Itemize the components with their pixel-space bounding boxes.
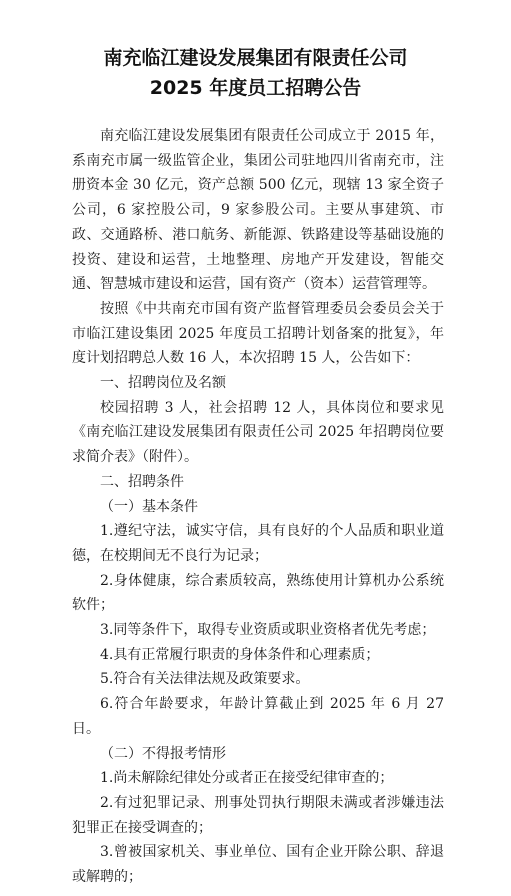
positions-paragraph: 校园招聘 3 人，社会招聘 12 人，具体岗位和要求见《南充临江建设发展集团有限责任公司 2025 年招聘岗位要求简介表》（附件）。	[72, 399, 444, 466]
section-heading-conditions: 二、招聘条件	[100, 473, 184, 490]
basic-condition-item: 4.具有正常履行职责的身体条件和心理素质；	[100, 646, 380, 663]
exclusion-item: 2.有过犯罪记录、刑事处罚执行期限未满或者涉嫌违法犯罪正在接受调查的；	[72, 794, 444, 836]
basic-condition-item: 2.身体健康，综合素质较高，熟练使用计算机办公系统软件；	[72, 572, 444, 614]
intro-paragraph: 南充临江建设发展集团有限责任公司成立于 2015 年，系南充市属一级监管企业，集团公司驻地四川省南充市，注册资本金 30 亿元，资产总额 500 亿元，现辖 13 家全资子公司，6 家控股公司，9 家参股公司。主要从事建筑、市政、交通路桥、港口航务、新能源、铁路建设等基础设施的投资、建设和运营，土地整理、房地产开发建设，智能交通、智慧城市建设和运营，国有资产（资本）运营管理等。	[72, 128, 444, 293]
document-body	[72, 124, 444, 890]
basic-condition-item: 5.符合有关法律法规及政策要求。	[100, 671, 310, 688]
section-heading-positions: 一、招聘岗位及名额	[100, 375, 226, 392]
document-subtitle: 2025 年度员工招聘公告	[149, 77, 362, 99]
exclusion-item: 3.曾被国家机关、事业单位、国有企业开除公职、辞退或解聘的；	[72, 844, 444, 886]
basic-condition-item: 1.遵纪守法，诚实守信，具有良好的个人品质和职业道德，在校期间无不良行为记录；	[72, 523, 444, 564]
subsection-heading-exclusions: （二）不得报考情形	[100, 745, 226, 762]
document-title: 南充临江建设发展集团有限责任公司	[103, 47, 408, 69]
basic-condition-item: 3.同等条件下，取得专业资质或职业资格者优先考虑；	[100, 622, 436, 639]
approval-paragraph: 按照《中共南充市国有资产监督管理委员会委员会关于市临江建设集团 2025 年度员工招聘计划备案的批复》，年度计划招聘总人数 16 人，本次招聘 15 人，公告如下：	[72, 300, 444, 367]
basic-condition-item: 6.符合年龄要求，年龄计算截止到 2025 年 6 月 27 日。	[72, 696, 444, 737]
subsection-heading-basic: （一）基本条件	[100, 498, 198, 515]
exclusion-item: 1.尚未解除纪律处分或者正在接受纪律审查的；	[100, 770, 394, 787]
